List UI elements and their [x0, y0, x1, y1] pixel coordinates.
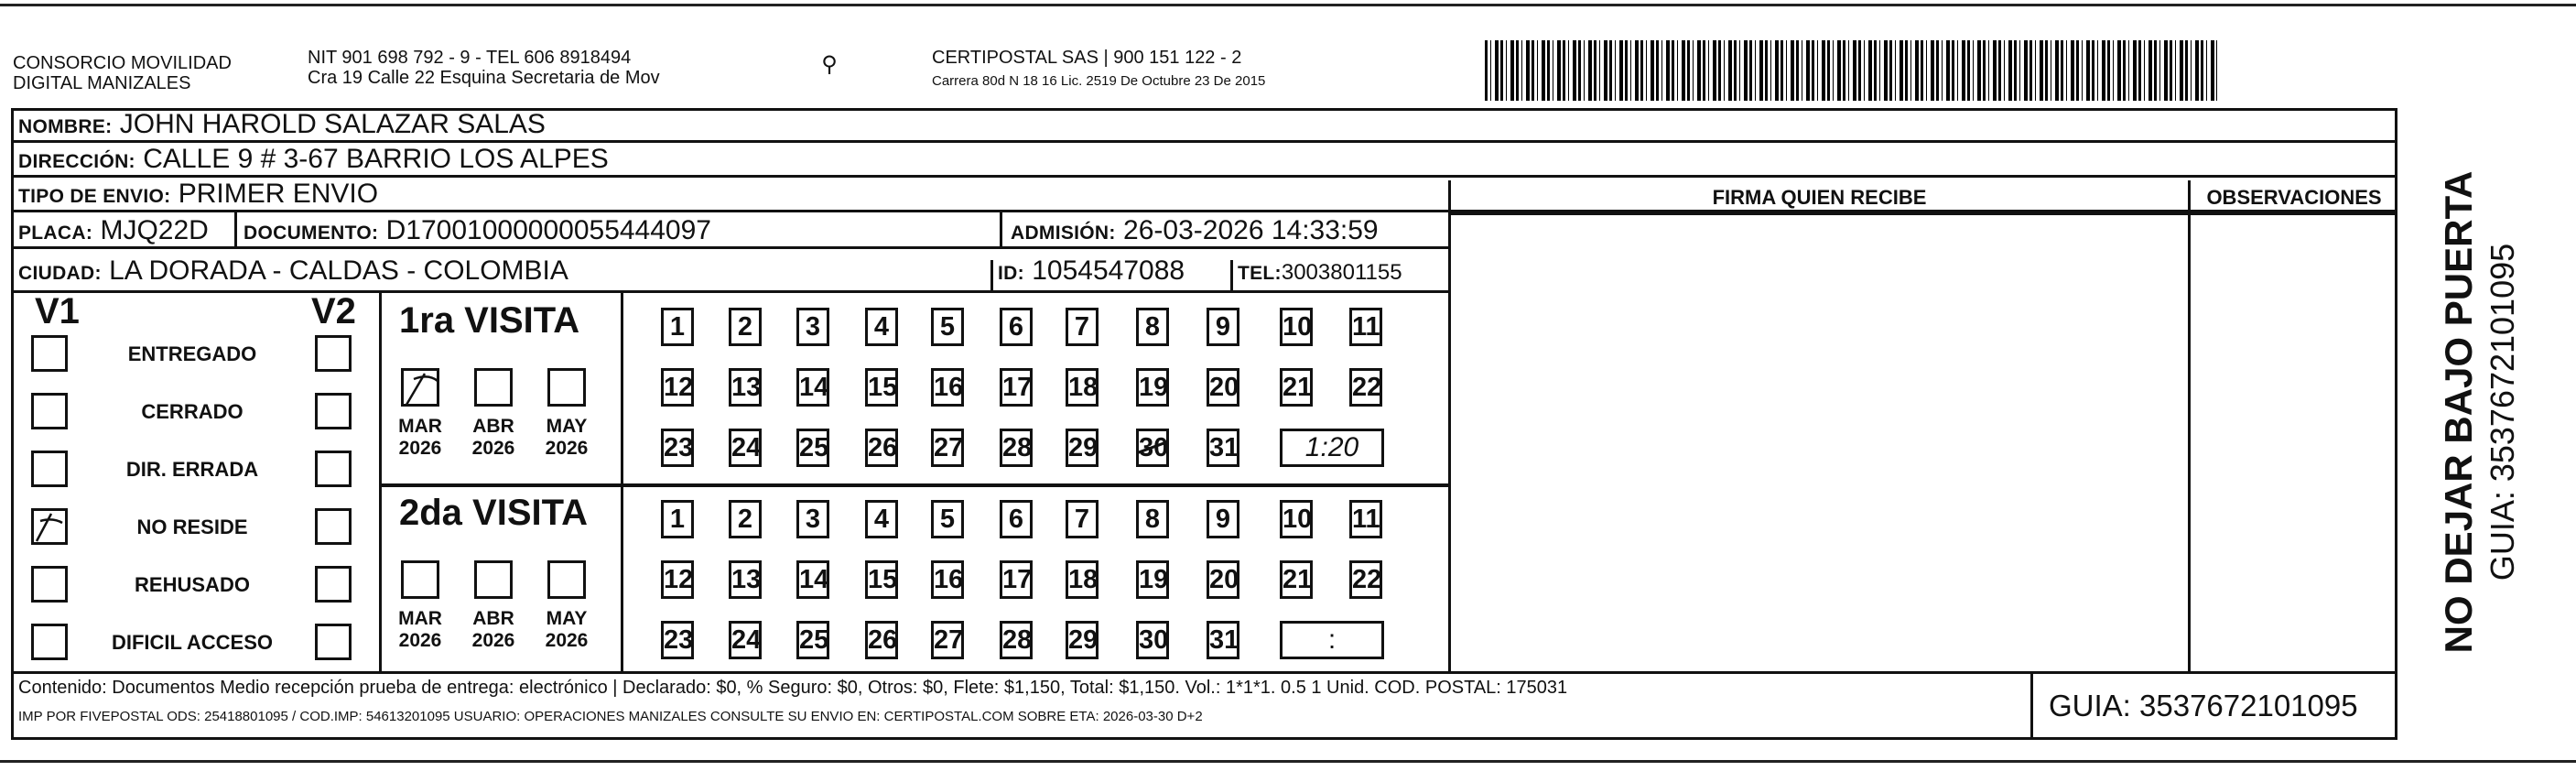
year-label: 2026 — [545, 630, 589, 651]
day-box[interactable]: 1 — [661, 308, 694, 346]
status-label: CERRADO — [141, 400, 244, 423]
status-v2-checkbox[interactable] — [315, 624, 352, 660]
top-rule — [0, 4, 2576, 6]
day-box[interactable]: 7 — [1066, 308, 1099, 346]
day-box[interactable]: 8 — [1136, 308, 1169, 346]
obs-header: OBSERVACIONES — [2206, 186, 2382, 209]
day-box[interactable]: 16 — [931, 560, 964, 599]
document: DOCUMENTO: D17001000000055444097 — [244, 215, 711, 245]
day-box[interactable]: 23 — [661, 621, 694, 659]
day-box[interactable]: 29 — [1066, 621, 1099, 659]
year-label: 2026 — [471, 438, 515, 459]
day-box[interactable]: 30 — [1136, 429, 1169, 467]
second-visit-title: 2da VISITA — [399, 493, 588, 533]
recipient-tel: TEL:3003801155 — [1238, 260, 1402, 285]
day-box[interactable]: 10 — [1280, 308, 1313, 346]
first-visit-title: 1ra VISITA — [399, 300, 580, 341]
status-col-line — [379, 293, 382, 671]
day-box[interactable]: 13 — [729, 368, 762, 407]
admission: ADMISIÓN: 26-03-2026 14:33:59 — [1011, 215, 1379, 245]
day-box[interactable]: 22 — [1349, 560, 1382, 599]
day-box[interactable]: 5 — [931, 308, 964, 346]
day-box[interactable]: 23 — [661, 429, 694, 467]
day-box[interactable]: 18 — [1066, 560, 1099, 599]
day-box[interactable]: 12 — [661, 368, 694, 407]
day-box[interactable]: 14 — [796, 368, 829, 407]
day-box[interactable]: 10 — [1280, 500, 1313, 538]
day-box[interactable]: 28 — [1000, 621, 1033, 659]
month-checkbox[interactable] — [547, 368, 586, 407]
status-v1-checkbox[interactable] — [31, 393, 68, 429]
day-box[interactable]: 11 — [1349, 500, 1382, 538]
status-label: DIR. ERRADA — [125, 458, 259, 481]
day-box[interactable]: 13 — [729, 560, 762, 599]
status-v2-checkbox[interactable] — [315, 335, 352, 372]
month-checkbox[interactable] — [547, 560, 586, 599]
recipient-name: NOMBRE: JOHN HAROLD SALAZAR SALAS — [18, 109, 546, 139]
year-label: 2026 — [398, 630, 442, 651]
day-box[interactable]: 21 — [1280, 368, 1313, 407]
carrier-logo: ⚲ — [821, 52, 838, 77]
day-box[interactable]: 4 — [865, 308, 898, 346]
month-checkbox[interactable] — [401, 368, 439, 407]
day-box[interactable]: 6 — [1000, 500, 1033, 538]
day-box[interactable]: 17 — [1000, 560, 1033, 599]
company-nit: NIT 901 698 792 - 9 - TEL 606 8918494 Cra 19 Calle 22 Esquina Secretaria de Mov — [308, 48, 660, 88]
year-label: 2026 — [398, 438, 442, 459]
status-v1-checkbox[interactable] — [31, 624, 68, 660]
day-box[interactable]: 30 — [1136, 621, 1169, 659]
day-box[interactable]: 25 — [796, 621, 829, 659]
day-box[interactable]: 19 — [1136, 368, 1169, 407]
day-box[interactable]: 27 — [931, 429, 964, 467]
day-box[interactable]: 7 — [1066, 500, 1099, 538]
status-label: ENTREGADO — [127, 342, 257, 365]
day-box[interactable]: 28 — [1000, 429, 1033, 467]
day-box[interactable]: 29 — [1066, 429, 1099, 467]
bottom-rule — [0, 760, 2576, 763]
day-box[interactable]: 24 — [729, 621, 762, 659]
day-box[interactable]: 14 — [796, 560, 829, 599]
day-box[interactable]: 20 — [1207, 368, 1239, 407]
visit-divider — [382, 483, 1448, 487]
side-warning: NO DEJAR BAJO PUERTA — [2437, 170, 2480, 654]
day-box[interactable]: 31 — [1207, 621, 1239, 659]
day-box[interactable]: 26 — [865, 429, 898, 467]
sig-header: FIRMA QUIEN RECIBE — [1712, 186, 1927, 209]
day-box[interactable]: 6 — [1000, 308, 1033, 346]
admission-sep — [1000, 212, 1002, 249]
day-box[interactable]: 24 — [729, 429, 762, 467]
day-box[interactable]: 3 — [796, 308, 829, 346]
day-box[interactable]: 19 — [1136, 560, 1169, 599]
day-box[interactable]: 1 — [661, 500, 694, 538]
day-box[interactable]: 9 — [1207, 500, 1239, 538]
status-v1-checkbox[interactable] — [31, 508, 68, 545]
year-label: 2026 — [545, 438, 589, 459]
day-box[interactable]: 17 — [1000, 368, 1033, 407]
obs-col-line — [2188, 180, 2191, 671]
day-box[interactable]: 3 — [796, 500, 829, 538]
day-box[interactable]: 15 — [865, 368, 898, 407]
month-label: MAY — [546, 608, 588, 629]
status-label: REHUSADO — [135, 573, 250, 596]
time-box[interactable]: : — [1280, 621, 1384, 659]
status-label: DIFICIL ACCESO — [111, 631, 273, 654]
id-sep — [990, 260, 993, 293]
status-v2-checkbox[interactable] — [315, 508, 352, 545]
day-box[interactable]: 9 — [1207, 308, 1239, 346]
visit-panel-sep — [621, 293, 623, 671]
day-box[interactable]: 8 — [1136, 500, 1169, 538]
month-label: ABR — [472, 416, 514, 437]
day-box[interactable]: 26 — [865, 621, 898, 659]
status-v1-checkbox[interactable] — [31, 451, 68, 487]
month-checkbox[interactable] — [401, 560, 439, 599]
day-box[interactable]: 11 — [1349, 308, 1382, 346]
year-label: 2026 — [471, 630, 515, 651]
day-box[interactable]: 16 — [931, 368, 964, 407]
status-v2-checkbox[interactable] — [315, 393, 352, 429]
month-label: MAR — [398, 416, 442, 437]
month-checkbox[interactable] — [474, 560, 513, 599]
day-box[interactable]: 4 — [865, 500, 898, 538]
day-box[interactable]: 22 — [1349, 368, 1382, 407]
status-v2-checkbox[interactable] — [315, 566, 352, 603]
send-type: TIPO DE ENVIO: PRIMER ENVIO — [18, 179, 379, 209]
city: CIUDAD: LA DORADA - CALDAS - COLOMBIA — [18, 255, 568, 286]
plate: PLACA: MJQ22D — [18, 215, 209, 245]
month-checkbox[interactable] — [474, 368, 513, 407]
footer-contents: Contenido: Documentos Medio recepción prueba de entrega: electrónico | Declarado: $0, % Seguro: $0, Otros: $0, Flete: $1,150, Total: $1,150. Vol.: 1*1*1. 0.5 1 Unid. COD. POSTAL: 175031 — [18, 678, 1568, 698]
month-label: MAY — [546, 416, 588, 437]
carrier-address: Carrera 80d N 18 16 Lic. 2519 De Octubre 23 De 2015 — [932, 73, 1266, 89]
footer-guia: GUIA: 3537672101095 — [2049, 689, 2358, 722]
day-box[interactable]: 27 — [931, 621, 964, 659]
day-box[interactable]: 12 — [661, 560, 694, 599]
month-label: MAR — [398, 608, 442, 629]
side-guia: GUIA: 3537672101095 — [2484, 243, 2521, 581]
v2-header: V2 — [311, 291, 356, 331]
day-box[interactable]: 18 — [1066, 368, 1099, 407]
barcode — [1485, 40, 2217, 101]
status-v1-checkbox[interactable] — [31, 566, 68, 603]
day-box[interactable]: 2 — [729, 308, 762, 346]
tel-sep — [1230, 260, 1233, 293]
month-label: ABR — [472, 608, 514, 629]
day-box[interactable]: 25 — [796, 429, 829, 467]
day-box[interactable]: 21 — [1280, 560, 1313, 599]
day-box[interactable]: 5 — [931, 500, 964, 538]
status-v2-checkbox[interactable] — [315, 451, 352, 487]
carrier-name: CERTIPOSTAL SAS | 900 151 122 - 2 — [932, 48, 1242, 68]
day-box[interactable]: 31 — [1207, 429, 1239, 467]
recipient-address: DIRECCIÓN: CALLE 9 # 3-67 BARRIO LOS ALPES — [18, 144, 609, 174]
status-label: NO RESIDE — [136, 516, 248, 538]
status-v1-checkbox[interactable] — [31, 335, 68, 372]
time-box[interactable]: 1:20 — [1280, 429, 1384, 467]
day-box[interactable]: 15 — [865, 560, 898, 599]
day-box[interactable]: 2 — [729, 500, 762, 538]
recipient-id: ID: 1054547088 — [998, 255, 1185, 286]
plate-sep — [234, 212, 237, 249]
v1-header: V1 — [35, 291, 80, 331]
day-box[interactable]: 20 — [1207, 560, 1239, 599]
header-colline — [1451, 212, 2397, 215]
company-name: CONSORCIO MOVILIDAD DIGITAL MANIZALES — [13, 53, 232, 93]
footer-imp: IMP POR FIVEPOSTAL ODS: 25418801095 / COD.IMP: 54613201095 USUARIO: OPERACIONES MANIZALES CONSULTE SU ENVIO EN: CERTIPOSTAL.COM SOBRE ETA: 2026-03-30 D+2 — [18, 709, 1203, 724]
